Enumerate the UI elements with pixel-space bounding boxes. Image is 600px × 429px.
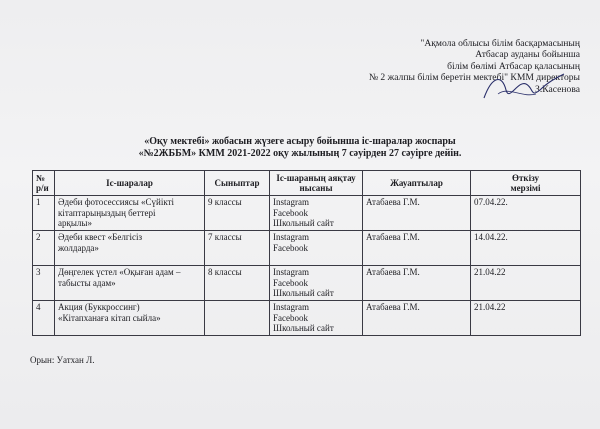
title-line-2: «№2ЖББМ» КММ 2021-2022 оқу жылының 7 сәуірден 27 сәуірге дейін. <box>138 148 462 159</box>
cell-date: 21.04.22 <box>471 301 581 336</box>
cell-num: 4 <box>33 301 55 336</box>
cell-grades: 8 классы <box>205 266 270 301</box>
title-line-1: «Оқу мектебі» жобасын жүзеге асыру бойынша іс-шаралар жоспары <box>144 136 456 147</box>
header-date: Өткізу мерзімі <box>471 171 581 196</box>
cell-date: 14.04.22. <box>471 231 581 266</box>
header-responsible: Жауаптылар <box>363 171 471 196</box>
header-grades: Сыныптар <box>205 171 270 196</box>
cell-num: 2 <box>33 231 55 266</box>
cell-responsible: Атабаева Г.М. <box>363 301 471 336</box>
cell-form: Instagram Facebook Школьный сайт <box>270 301 363 336</box>
approval-line: "Ақмола облысы білім басқармасының <box>420 38 580 49</box>
cell-event: Әдеби фотосессиясы «Сүйікті кітаптарыңыздың беттері арқылы» <box>55 196 205 231</box>
cell-date: 07.04.22. <box>471 196 581 231</box>
cell-form: Instagram Facebook Школьный сайт <box>270 196 363 231</box>
header-num: № р/и <box>33 171 55 196</box>
author-note: Орын: Уатхан Л. <box>30 355 95 365</box>
cell-grades: 7 классы <box>205 231 270 266</box>
approval-line: З.Касенова <box>535 83 580 95</box>
cell-responsible: Атабаева Г.М. <box>363 231 471 266</box>
cell-event: Акция (Буккроссинг) «Кітапханаға кітап сыйла» <box>55 301 205 336</box>
table-row <box>33 196 581 231</box>
table-header-row <box>33 171 581 196</box>
cell-event: Әдеби квест «Белгісіз жолдарда» <box>55 231 205 266</box>
table-row <box>33 301 581 336</box>
table-row <box>33 231 581 266</box>
cell-event: Дөңгелек үстел «Оқыған адам – табысты адам» <box>55 266 205 301</box>
cell-form: Instagram Facebook <box>270 231 363 266</box>
cell-responsible: Атабаева Г.М. <box>363 266 471 301</box>
approval-line: № 2 жалпы білім беретін мектебі" КММ директоры <box>368 72 580 84</box>
cell-num: 3 <box>33 266 55 301</box>
approval-line: Атбасар ауданы бойынша <box>475 49 580 61</box>
document-title <box>0 136 600 160</box>
signature-mark <box>478 68 568 108</box>
cell-num: 1 <box>33 196 55 231</box>
header-form: Іс-шараның аяқтау нысаны <box>270 171 363 196</box>
cell-grades <box>205 301 270 336</box>
approval-line: білім бөлімі Атбасар қаласының <box>447 60 580 72</box>
table-row <box>33 266 581 301</box>
header-events: Іс-шаралар <box>55 171 205 196</box>
cell-grades: 9 классы <box>205 196 270 231</box>
cell-form: Instagram Facebook Школьный сайт <box>270 266 363 301</box>
cell-responsible: Атабаева Г.М. <box>363 196 471 231</box>
events-table <box>32 170 581 336</box>
cell-date: 21.04.22 <box>471 266 581 301</box>
